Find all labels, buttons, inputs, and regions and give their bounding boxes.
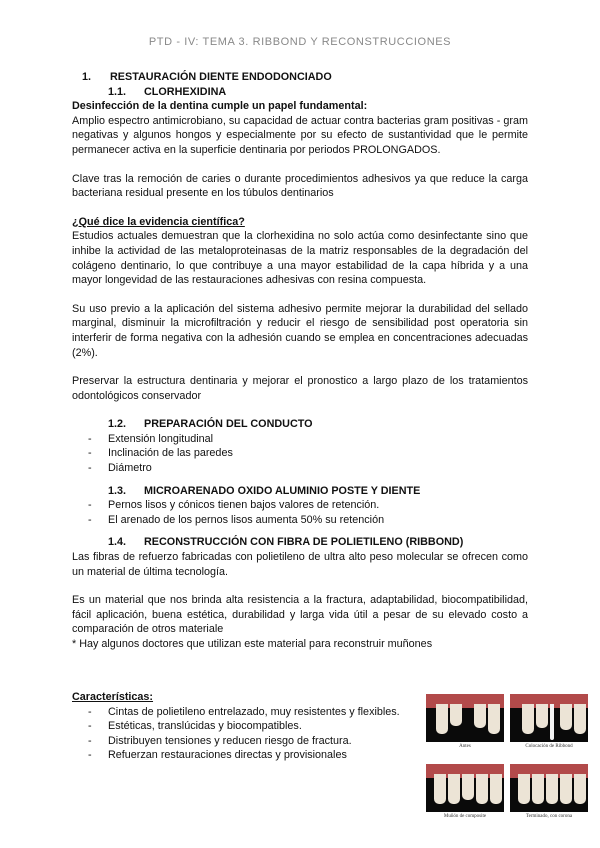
- photo-before: [426, 694, 504, 742]
- paragraph: Estudios actuales demuestran que la clorhexidina no solo actúa como desinfectante sino que inhibe la actividad de las metaloproteinasas de la matriz responsables de la degradación del colágeno dentinario, lo que contribuye a una mayor estabilidad de la capa híbrida y a una mayor longevidad de las restauraciones adhesivas con resina compuesta.: [72, 230, 528, 287]
- section-heading-1: [82, 70, 528, 85]
- list-item: - El arenado de los pernos lisos aumenta 50% su retención: [72, 513, 528, 528]
- paragraph: Las fibras de refuerzo fabricadas con polietileno de ultra alto peso molecular se ofrecen como un material de última tecnología.: [72, 551, 528, 578]
- list-item: - Distribuyen tensiones y reducen riesgo de fractura.: [72, 734, 417, 749]
- list-item: - Refuerzan restauraciones directas y provisionales: [72, 748, 417, 763]
- list-item: - Diámetro: [72, 461, 528, 476]
- subsection-number: 1.2.: [108, 418, 127, 431]
- photo-caption: Colocación de Ribbond: [525, 744, 573, 749]
- running-header: PTD - IV: TEMA 3. RIBBOND Y RECONSTRUCCIONES: [148, 36, 452, 48]
- subsection-title: CLORHEXIDINA: [144, 85, 227, 98]
- question-heading: ¿Qué dice la evidencia científica?: [72, 215, 245, 228]
- characteristics-title: Características:: [72, 691, 154, 703]
- paragraph: Clave tras la remoción de caries o durante procedimientos adhesivos ya que reduce la carga bacteriana residual presente en los túbulos dentinarios: [72, 172, 528, 200]
- subsection-title: PREPARACIÓN DEL CONDUCTO: [144, 418, 313, 431]
- subsection-heading-1-2: [108, 417, 528, 432]
- photo-composite-core: [426, 764, 504, 812]
- paragraph: Es un material que nos brinda alta resistencia a la fractura, adaptabilidad, biocompatibilidad, fácil aplicación, buena estética, durabilidad y larga vida útil a pesar de su elevado costo a comparación de otros materiale: [72, 594, 528, 636]
- subsection-title: MICROARENADO OXIDO ALUMINIO POSTE Y DIENTE: [144, 484, 421, 497]
- section-number: 1.: [82, 71, 92, 83]
- subsection-title: RECONSTRUCCIÓN CON FIBRA DE POLIETILENO (RIBBOND): [144, 536, 464, 549]
- list-item: - Cintas de polietileno entrelazado, muy resistentes y flexibles.: [72, 705, 417, 720]
- photo-ribbond-placement: [510, 694, 588, 742]
- subsection-subtitle: Desinfección de la dentina cumple un papel fundamental:: [72, 100, 368, 113]
- characteristics-block: [72, 690, 417, 763]
- photo-caption: Antes: [459, 744, 471, 749]
- subsection-heading-1-3: [108, 484, 528, 499]
- list-item: - Inclinación de las paredes: [72, 446, 528, 461]
- conduct-list: [72, 432, 528, 476]
- subsection-heading-1-4: [108, 535, 528, 550]
- subsection-number: 1.3.: [108, 484, 127, 497]
- photo-finished-crown: [510, 764, 588, 812]
- subsection-number: 1.1.: [108, 85, 127, 98]
- list-item: - Pernos lisos y cónicos tienen bajos valores de retención.: [72, 498, 528, 513]
- photo-caption: Muñón de composite: [443, 814, 487, 819]
- paragraph: Amplio espectro antimicrobiano, su capacidad de actuar contra bacterias gram positivas - gram negativas y algunos hongos y especialmente por su efecto de sustantividad que le permite permanecer activa en la superficie dentinaria por periodos PROLONGADOS.: [72, 114, 528, 156]
- paragraph: Su uso previo a la aplicación del sistema adhesivo permite mejorar la durabilidad del sellado marginal, disminuir la microfiltración y reducir el riesgo de sensibilidad post operatoria sin interferir de forma negativa con la adhesión cuando se emplea en concentraciones adecuadas (2%).: [72, 302, 528, 359]
- document-body: [72, 70, 528, 652]
- subsection-heading-1-1: [108, 85, 528, 100]
- ribbond-photo-grid: [426, 694, 588, 834]
- characteristics-list: [72, 705, 417, 763]
- paragraph: Preservar la estructura dentinaria y mejorar el pronostico a largo plazo de los tratamientos odontológicos conservador: [72, 375, 528, 402]
- section-title: RESTAURACIÓN DIENTE ENDODONCIADO: [110, 71, 332, 83]
- photo-caption: Terminado, con corona: [525, 814, 573, 819]
- subsection-number: 1.4.: [108, 536, 127, 549]
- list-item: - Estéticas, translúcidas y biocompatibles.: [72, 719, 417, 734]
- note: * Hay algunos doctores que utilizan este material para reconstruir muñones: [72, 638, 433, 650]
- sandblast-list: [72, 498, 528, 527]
- list-item: - Extensión longitudinal: [72, 432, 528, 447]
